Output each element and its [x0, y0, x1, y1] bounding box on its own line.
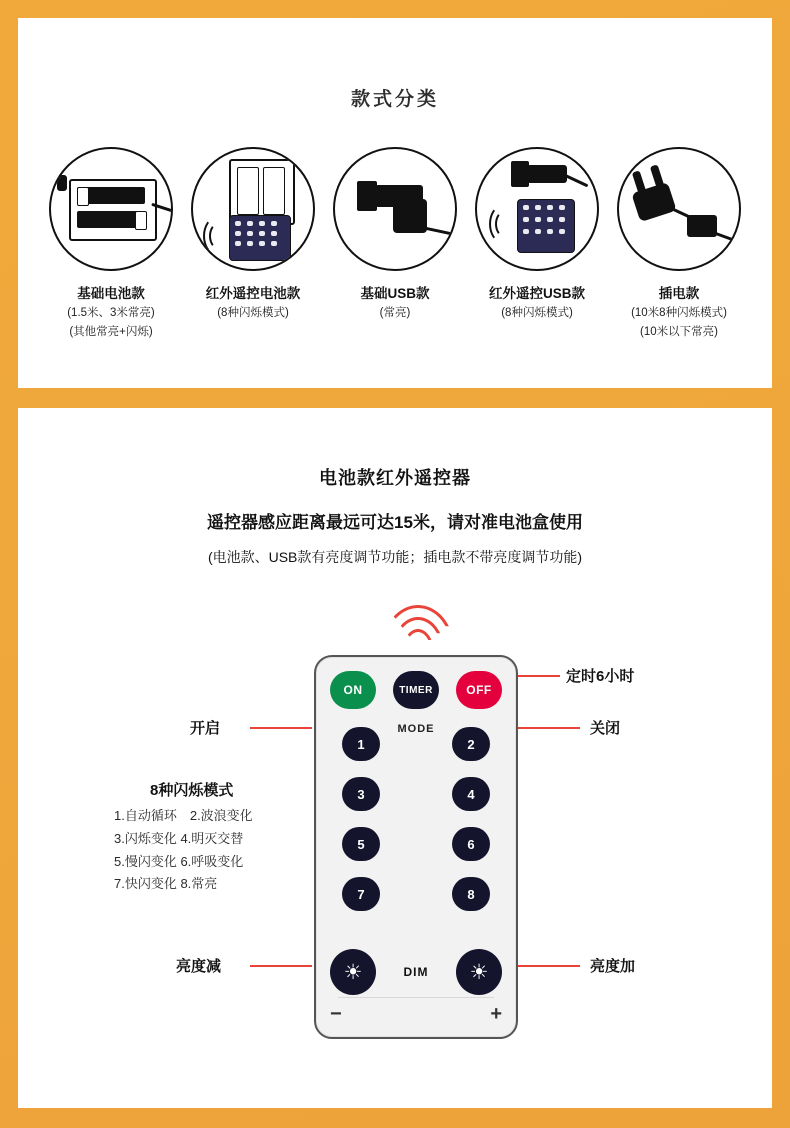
ir-signal-icon [370, 599, 460, 645]
callout-line-dim-down [250, 965, 312, 967]
remote-divider [338, 997, 494, 998]
remote-panel-title: 电池款红外遥控器 [319, 468, 471, 488]
remote-minus-button[interactable]: − [330, 1003, 342, 1025]
category-row [18, 147, 772, 342]
remote-number-button-4[interactable]: 4 [452, 777, 490, 811]
usb-plug-icon [333, 147, 457, 271]
remote-control-panel [18, 408, 772, 1108]
remote-number-button-7[interactable]: 7 [342, 877, 380, 911]
remote-dim-row [330, 949, 502, 1003]
battery-box-with-remote-icon [191, 147, 315, 271]
callout-timer: 定时6小时 [566, 668, 635, 685]
category-item [44, 147, 178, 342]
category-item [470, 147, 604, 322]
callout-dim-up: 亮度加 [590, 958, 636, 975]
remote-plus-minus-row [330, 1003, 502, 1026]
power-plug-icon [617, 147, 741, 271]
callout-power-on: 开启 [190, 720, 221, 737]
category-item [612, 147, 746, 342]
callout-line-dim-up [518, 965, 580, 967]
style-category-panel [18, 18, 772, 388]
callout-dim-down: 亮度减 [176, 958, 222, 975]
remote-off-button[interactable]: OFF [456, 671, 502, 709]
remote-number-button-5[interactable]: 5 [342, 827, 380, 861]
battery-box-icon [49, 147, 173, 271]
remote-number-button-2[interactable]: 2 [452, 727, 490, 761]
remote-dim-label: DIM [403, 965, 429, 979]
callout-line-power-on [250, 727, 312, 729]
category-label: 基础USB款 [360, 286, 430, 301]
remote-top-button-row [330, 671, 502, 709]
remote-panel-note: (电池款、USB款有亮度调节功能；插电款不带亮度调节功能) [207, 549, 583, 565]
remote-mode-label: MODE [397, 723, 435, 735]
remote-panel-subtitle: 遥控器感应距离最远可达15米，请对准电池盒使用 [207, 513, 583, 532]
brightness-low-icon[interactable]: ☀ [330, 949, 376, 995]
remote-body [314, 655, 518, 1039]
modes-list-line: 3.闪烁变化 4.明灭交替 [114, 830, 244, 846]
category-sub: (10米8种闪烁模式) [631, 307, 727, 320]
callout-line-power-off [518, 727, 580, 729]
remote-on-button[interactable]: ON [330, 671, 376, 709]
category-sub: (8种闪烁模式) [217, 307, 289, 320]
section-title-styles: 款式分类 [350, 89, 439, 110]
remote-number-button-8[interactable]: 8 [452, 877, 490, 911]
category-label: 红外遥控电池款 [205, 286, 301, 301]
remote-number-button-6[interactable]: 6 [452, 827, 490, 861]
brightness-high-icon[interactable]: ☀ [456, 949, 502, 995]
category-label: 基础电池款 [77, 286, 145, 301]
category-sub: (其他常亮+闪烁) [69, 326, 153, 339]
category-sub: (1.5米、3米常亮) [67, 307, 155, 320]
modes-list-line: 7.快闪变化 8.常亮 [114, 876, 218, 892]
remote-plus-button[interactable]: + [490, 1003, 502, 1025]
remote-timer-button[interactable]: TIMER [393, 671, 439, 709]
category-sub: (常亮) [379, 307, 411, 320]
modes-title: 8种闪烁模式 [150, 782, 234, 799]
callout-line-timer [518, 675, 560, 677]
category-label: 插电款 [658, 286, 700, 301]
remote-number-button-3[interactable]: 3 [342, 777, 380, 811]
category-item [328, 147, 462, 322]
category-sub: (8种闪烁模式) [501, 307, 573, 320]
callout-power-off: 关闭 [590, 720, 621, 737]
modes-list [114, 805, 253, 896]
category-label: 红外遥控USB款 [488, 286, 585, 301]
modes-list-line: 1.自动循环 2.波浪变化 [114, 808, 253, 823]
category-item [186, 147, 320, 322]
remote-number-grid [330, 719, 502, 949]
usb-plug-with-remote-icon [475, 147, 599, 271]
remote-diagram [18, 583, 772, 1023]
category-sub: (10米以下常亮) [640, 326, 718, 339]
modes-list-line: 5.慢闪变化 6.呼吸变化 [114, 853, 244, 869]
remote-number-button-1[interactable]: 1 [342, 727, 380, 761]
